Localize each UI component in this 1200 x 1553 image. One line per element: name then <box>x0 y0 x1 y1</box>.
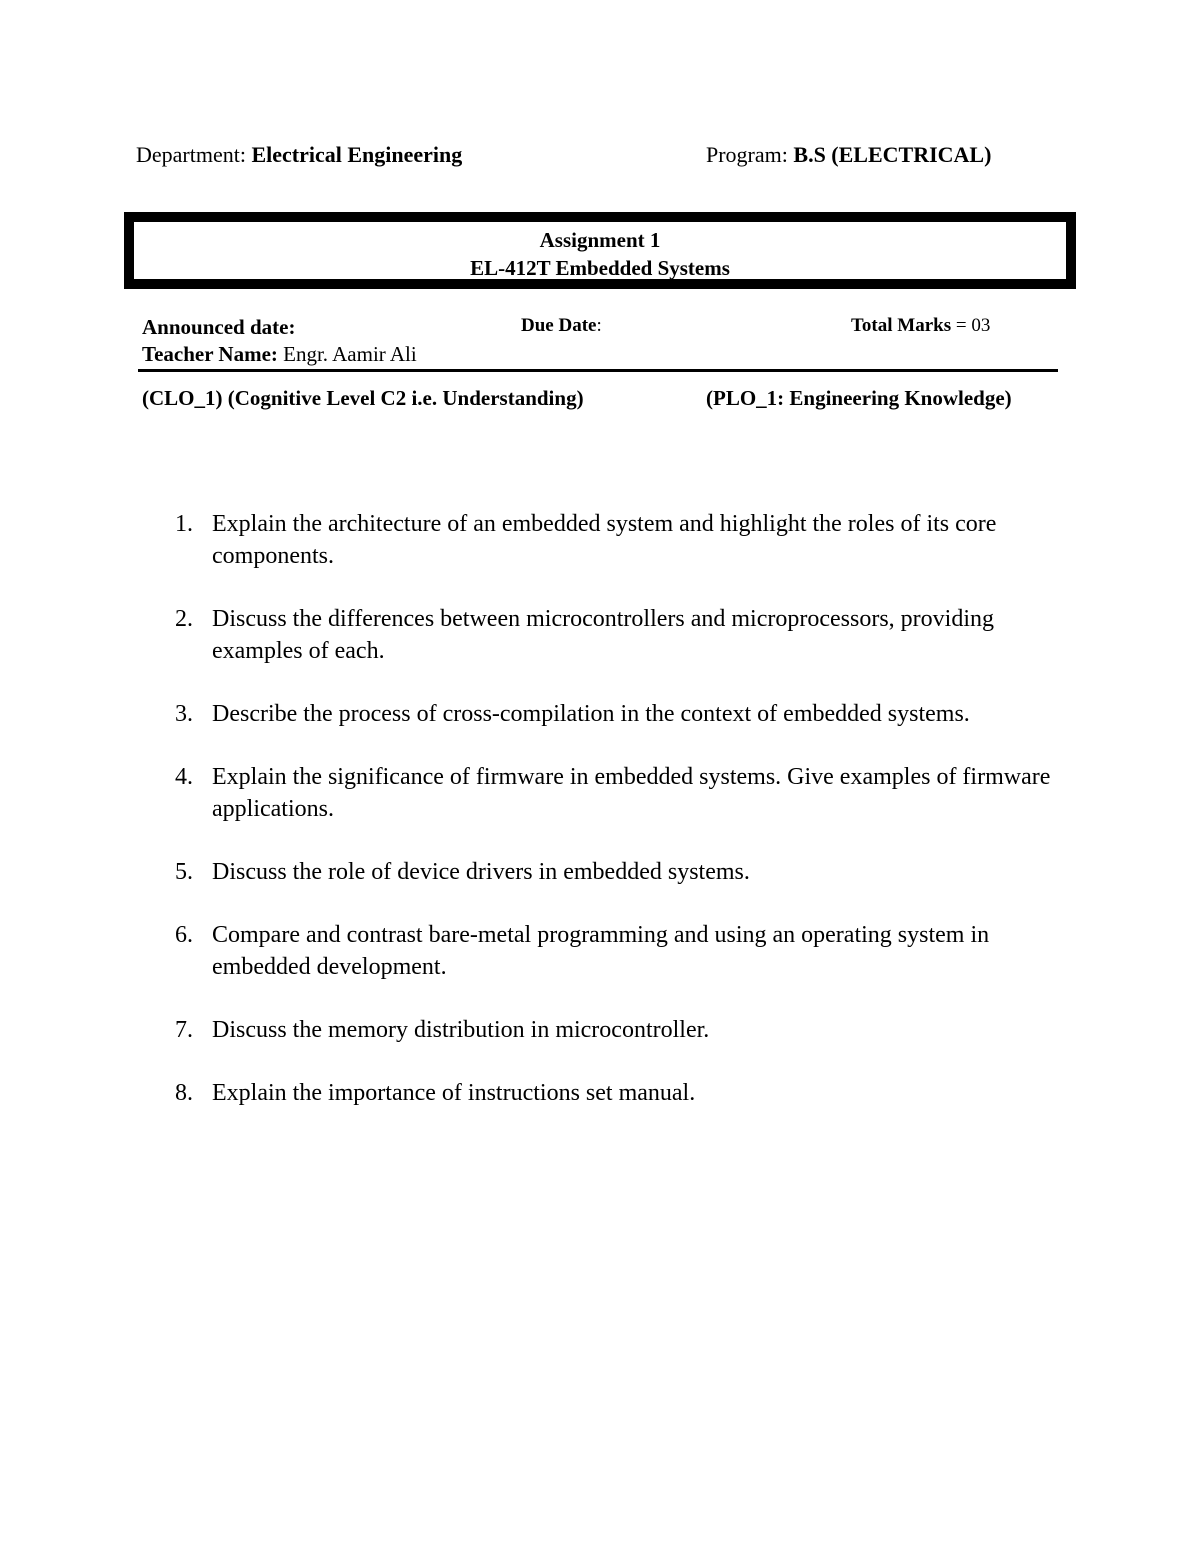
question-text: Discuss the memory distribution in microcontroller. <box>212 1017 710 1043</box>
question-item <box>170 698 1060 730</box>
department-value: Electrical Engineering <box>251 142 463 167</box>
department-line <box>136 142 462 168</box>
section-divider <box>138 369 1058 372</box>
question-number: 3. <box>175 701 193 727</box>
question-number: 5. <box>175 859 193 885</box>
question-number: 2. <box>175 606 193 632</box>
department-label: Department: <box>136 142 246 167</box>
question-item <box>170 856 1060 888</box>
announced-date-label: Announced date: <box>142 315 296 339</box>
due-date-field <box>521 315 602 337</box>
total-marks-field <box>851 315 990 337</box>
question-text: Explain the architecture of an embedded system and highlight the roles of its core components. <box>212 511 997 569</box>
question-text: Discuss the differences between microcontrollers and microprocessors, providing examples of each. <box>212 606 994 664</box>
question-number: 4. <box>175 764 193 790</box>
question-item <box>170 761 1060 825</box>
teacher-name: Engr. Aamir Ali <box>277 342 417 366</box>
question-text: Explain the significance of firmware in embedded systems. Give examples of firmware applications. <box>212 764 1051 822</box>
question-item <box>170 919 1060 983</box>
teacher-label: Teacher Name: <box>142 342 278 366</box>
question-text: Compare and contrast bare-metal programming and using an operating system in embedded development. <box>212 922 990 980</box>
total-marks-label: Total Marks <box>851 315 952 336</box>
due-date-colon: : <box>596 315 602 336</box>
total-marks-value: = 03 <box>951 315 991 336</box>
program-value: B.S (ELECTRICAL) <box>793 142 992 167</box>
question-item <box>170 1077 1060 1109</box>
question-item <box>170 603 1060 667</box>
question-number: 7. <box>175 1017 193 1043</box>
question-number: 6. <box>175 922 193 948</box>
question-item <box>170 508 1060 572</box>
plo-text: (PLO_1: Engineering Knowledge) <box>706 386 1012 410</box>
course-title: EL-412T Embedded Systems <box>470 256 730 280</box>
question-text: Describe the process of cross-compilation in the context of embedded systems. <box>212 701 970 727</box>
program-line <box>706 142 991 168</box>
assignment-title: Assignment 1 <box>539 228 661 252</box>
question-number: 8. <box>175 1080 193 1106</box>
question-list <box>170 508 1060 1140</box>
clo-text: (CLO_1) (Cognitive Level C2 i.e. Understanding) <box>142 386 584 410</box>
question-text: Explain the importance of instructions set manual. <box>212 1080 696 1106</box>
question-number: 1. <box>175 511 193 537</box>
program-label: Program: <box>706 142 788 167</box>
assignment-title-box <box>124 212 1076 289</box>
due-date-label: Due Date <box>521 315 597 336</box>
teacher-line <box>142 342 417 367</box>
question-item <box>170 1014 1060 1046</box>
question-text: Discuss the role of device drivers in embedded systems. <box>212 859 750 885</box>
